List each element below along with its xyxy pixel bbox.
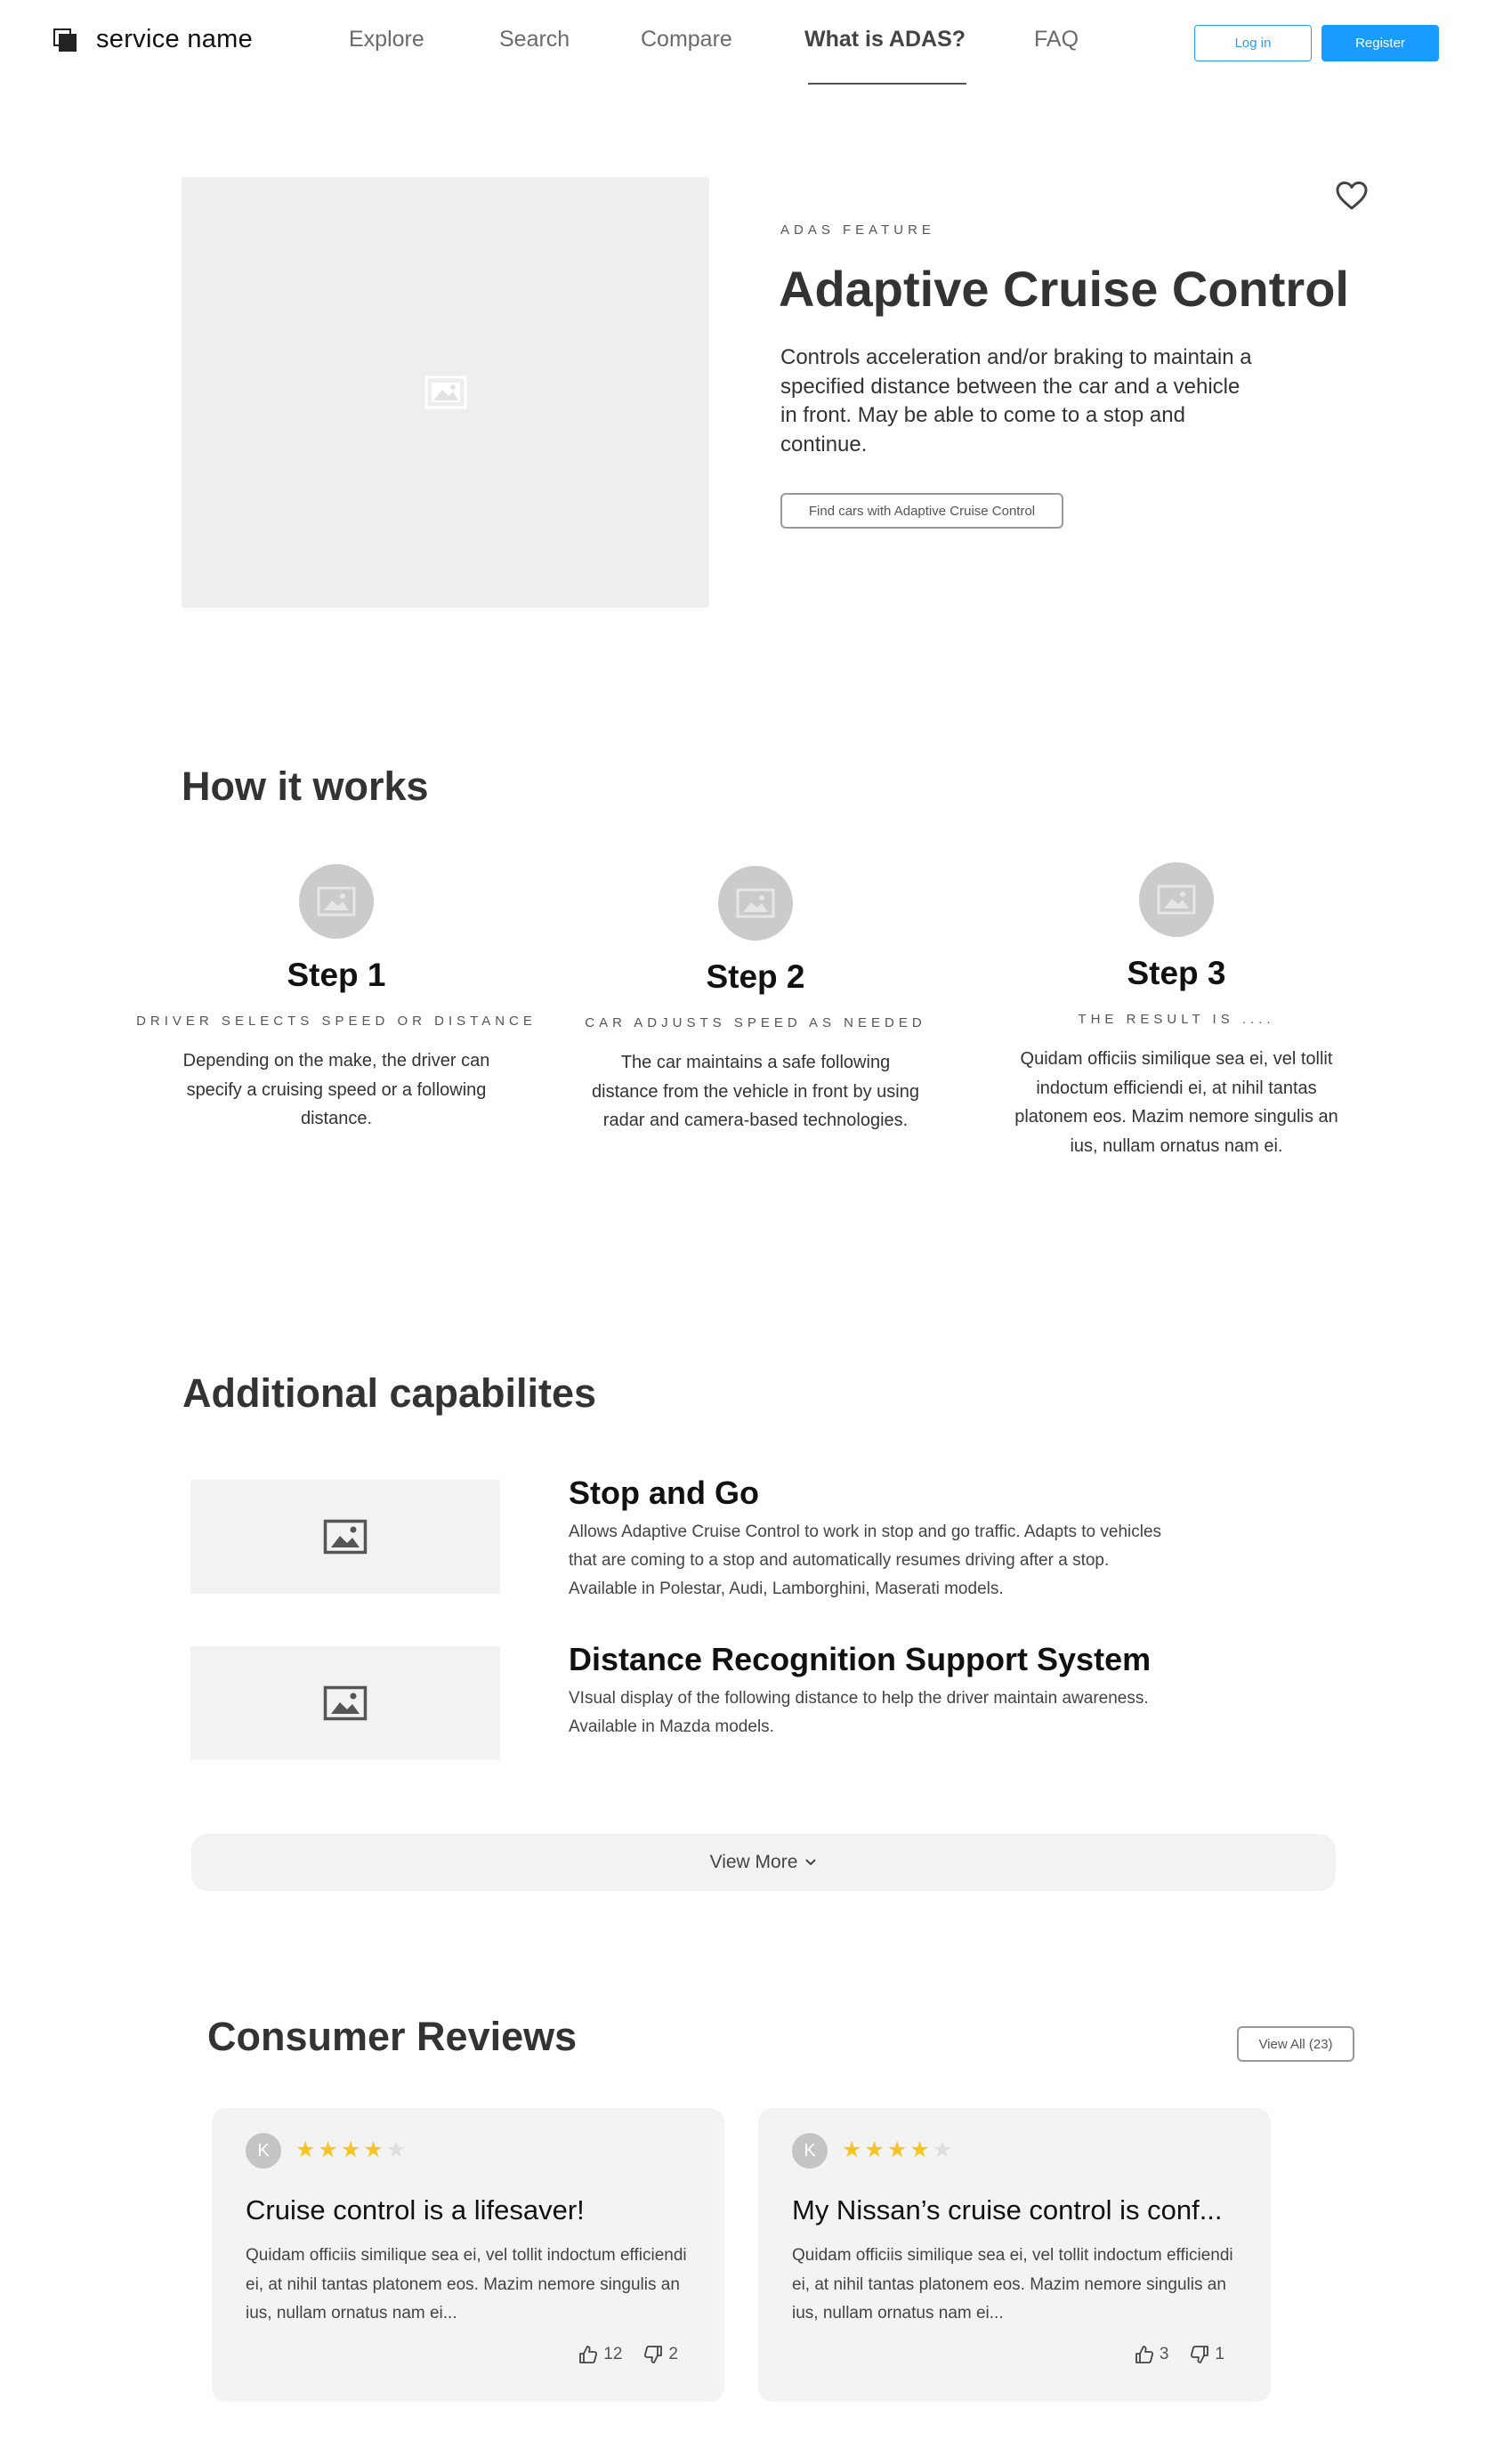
capability-description: VIsual display of the following distance to help the driver maintain awareness. Available in Mazda models. <box>569 1689 1149 1736</box>
capability-title: Distance Recognition Support System <box>569 1641 1152 1677</box>
review-votes <box>1135 2345 1224 2364</box>
step-image-icon <box>299 864 374 939</box>
nav-explore[interactable]: Explore <box>349 27 424 52</box>
step-card <box>132 864 541 1134</box>
thumbs-up-icon <box>1135 2345 1154 2364</box>
image-icon <box>424 376 467 409</box>
dislike-count: 2 <box>668 2345 678 2363</box>
view-all-reviews-button[interactable]: View All (23) <box>1237 2026 1354 2062</box>
view-more-label: View More <box>709 1852 798 1872</box>
brand-name: service name <box>96 25 254 53</box>
star-filled-icon: ★ <box>318 2137 341 2162</box>
thumbs-down-icon <box>643 2345 663 2364</box>
nav-compare[interactable]: Compare <box>641 27 732 52</box>
like-button[interactable] <box>578 2345 622 2364</box>
reviewer-avatar: K <box>246 2133 281 2169</box>
step-card <box>551 866 960 1135</box>
step-subtitle: THE RESULT IS .... <box>1078 1012 1275 1027</box>
review-card[interactable] <box>212 2108 724 2402</box>
view-more-button[interactable] <box>191 1834 1336 1891</box>
like-count: 3 <box>1159 2345 1169 2363</box>
dislike-count: 1 <box>1215 2345 1224 2363</box>
star-filled-icon: ★ <box>886 2137 910 2162</box>
step-title: Step 1 <box>287 957 386 993</box>
review-title: My Nissan’s cruise control is conf... <box>792 2194 1223 2226</box>
reviewer-avatar: K <box>792 2133 828 2169</box>
step-image-icon <box>718 866 793 941</box>
step-title: Step 2 <box>706 958 805 995</box>
capability-description: Allows Adaptive Cruise Control to work in stop and go traffic. Adapts to vehicles that are coming to a stop and automatically resumes driving after a stop. Available in Polestar, Audi, Lamborghini, Maserati models. <box>569 1523 1162 1598</box>
star-rating <box>295 2137 408 2162</box>
login-button[interactable]: Log in <box>1194 25 1312 61</box>
find-cars-button[interactable]: Find cars with Adaptive Cruise Control <box>780 493 1063 529</box>
step-subtitle: CAR ADJUSTS SPEED AS NEEDED <box>585 1015 926 1030</box>
review-body: Quidam officiis similique sea ei, vel tollit indoctum efficiendi ei, at nihil tantas platonem eos. Mazim nemore singulis an ius, nullam ornatus nam ei... <box>246 2246 687 2323</box>
dislike-button[interactable] <box>643 2345 678 2364</box>
page-title: Adaptive Cruise Control <box>779 261 1349 317</box>
thumbs-up-icon <box>578 2345 598 2364</box>
star-filled-icon: ★ <box>864 2137 887 2162</box>
star-filled-icon: ★ <box>340 2137 364 2162</box>
step-card <box>972 862 1381 1160</box>
review-votes <box>578 2345 678 2364</box>
star-filled-icon: ★ <box>363 2137 386 2162</box>
review-body: Quidam officiis similique sea ei, vel tollit indoctum efficiendi ei, at nihil tantas platonem eos. Mazim nemore singulis an ius, nullam ornatus nam ei... <box>792 2246 1233 2323</box>
capabilities-title: Additional capabilites <box>182 1370 597 1416</box>
step-subtitle: DRIVER SELECTS SPEED OR DISTANCE <box>136 1014 537 1029</box>
feature-image-placeholder <box>182 177 709 608</box>
step-title: Step 3 <box>1127 955 1226 991</box>
capability-image-placeholder <box>190 1480 500 1594</box>
like-button[interactable] <box>1135 2345 1169 2364</box>
dislike-button[interactable] <box>1190 2345 1224 2364</box>
how-it-works-title: How it works <box>182 763 429 809</box>
favorite-heart-icon[interactable] <box>1335 181 1369 211</box>
capability-title: Stop and Go <box>569 1474 759 1511</box>
active-nav-indicator <box>808 83 966 85</box>
nav-search[interactable]: Search <box>499 27 570 52</box>
register-button[interactable]: Register <box>1321 25 1439 61</box>
star-rating <box>842 2137 955 2162</box>
step-description: Quidam officiis similique sea ei, vel tollit indoctum efficiendi ei, at nihil tantas platonem eos. Mazim nemore singulis an ius, nullam ornatus nam ei. <box>1014 1049 1338 1156</box>
star-empty-icon: ★ <box>385 2137 409 2162</box>
feature-description: Controls acceleration and/or braking to maintain a specified distance between the car and a vehicle in front. May be able to come to a stop and continue. <box>780 345 1252 456</box>
feature-eyebrow: ADAS FEATURE <box>780 222 935 238</box>
step-image-icon <box>1139 862 1214 937</box>
nav-what-is-adas[interactable]: What is ADAS? <box>804 27 966 52</box>
chevron-down-icon <box>804 1858 817 1867</box>
star-filled-icon: ★ <box>842 2137 865 2162</box>
capability-image-placeholder <box>190 1646 500 1760</box>
star-empty-icon: ★ <box>932 2137 956 2162</box>
star-filled-icon: ★ <box>295 2137 319 2162</box>
image-icon <box>323 1519 368 1555</box>
like-count: 12 <box>603 2345 623 2363</box>
step-description: Depending on the make, the driver can specify a cruising speed or a following distance. <box>182 1051 490 1128</box>
thumbs-down-icon <box>1190 2345 1209 2364</box>
review-card[interactable] <box>758 2108 1271 2402</box>
review-title: Cruise control is a lifesaver! <box>246 2194 585 2226</box>
star-filled-icon: ★ <box>909 2137 933 2162</box>
site-header <box>0 0 1495 89</box>
reviews-title: Consumer Reviews <box>207 2014 578 2059</box>
image-icon <box>323 1685 368 1721</box>
nav-faq[interactable]: FAQ <box>1034 27 1079 52</box>
step-description: The car maintains a safe following distance from the vehicle in front by using radar and camera-based technologies. <box>592 1053 919 1130</box>
